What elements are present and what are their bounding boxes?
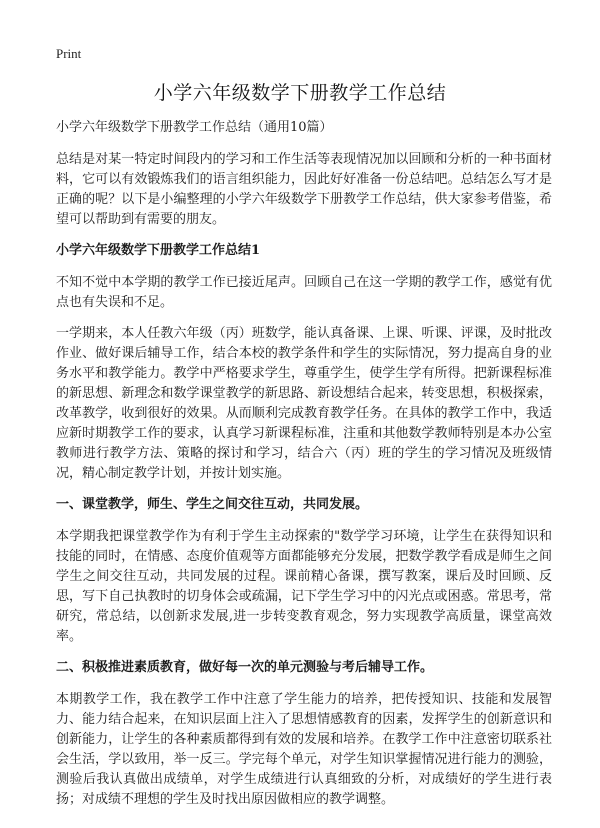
paragraph: 一学期来，本人任教六年级（丙）班数学，能认真备课、上课、听课、评课，及时批改作业、做好课后辅导工作，结合本校的教学条件和学生的实际情况，努力提高自身的业务水平和教学能力。教学中严格要求学生，尊重学生，使学生学有所得。把新课程标准的新思想、新理念和数学课堂教学的新思路、新设想结合起来，转变思想，积极探索，改革教学，收到很好的效果。从而顺利完成教育教学任务。在具体的教学工作中，我适应新时期教学工作的要求，认真学习新课程标准，注重和其他数学教师特别是本办公室教师进行教学方法、策略的探讨和学习，结合六（丙）班的学生的学习情况及班级情况，精心制定教学计划，并按计划实施。 — [56, 326, 552, 481]
print-link[interactable]: Print — [56, 46, 82, 61]
paragraph: 不知不觉中本学期的教学工作已接近尾声。回顾自己在这一学期的教学工作，感觉有优点也有失误和不足。 — [56, 275, 552, 310]
document-body — [56, 118, 552, 821]
intro-paragraph: 总结是对某一特定时间段内的学习和工作生活等表现情况加以回顾和分析的一种书面材料，它可以有效锻炼我们的语言组织能力，因此好好准备一份总结吧。总结怎么写才是正确的呢？以下是小编整理的小学六年级数学下册教学工作总结，供大家参考借鉴，希望可以帮助到有需要的朋友。 — [56, 152, 552, 227]
document-title: 小学六年级数学下册教学工作总结 — [153, 82, 447, 104]
subsection-heading: 一、课堂教学，师生、学生之间交往互动，共同发展。 — [56, 497, 369, 512]
section-heading: 小学六年级数学下册教学工作总结1 — [56, 243, 261, 258]
paragraph: 本期教学工作，我在教学工作中注意了学生能力的培养，把传授知识、技能和发展智力、能力结合起来，在知识层面上注入了思想情感教育的因素，发挥学生的创新意识和创新能力，让学生的各种素质都得到有效的发展和培养。在教学工作中注意密切联系社会生活，学以致用，举一反三。学完每个单元，对学生知识掌握情况进行能力的测验，测验后我认真做出成绩单，对学生成绩进行认真细致的分析，对成绩好的学生进行表扬；对成绩不理想的学生及时找出原因做相应的教学调整。 — [56, 692, 552, 807]
subsection-heading: 二、积极推进素质教育，做好每一次的单元测验与考后辅导工作。 — [56, 660, 434, 675]
paragraph: 本学期我把课堂教学作为有利于学生主动探索的"数学学习环境，让学生在获得知识和技能的同时，在情感、态度价值观等方面都能够充分发展，把数学教学看成是师生之间学生之间交往互动，共同发展的过程。课前精心备课，撰写教案，课后及时回顾、反思，写下自己执教时的切身体会或疏漏，记下学生学习中的闪光点或困惑。常思考，常研究，常总结，以创新求发展,进一步转变教育观念，努力实现教学高质量，课堂高效率。 — [56, 529, 552, 644]
document-subtitle: 小学六年级数学下册教学工作总结（通用10篇） — [56, 120, 333, 135]
